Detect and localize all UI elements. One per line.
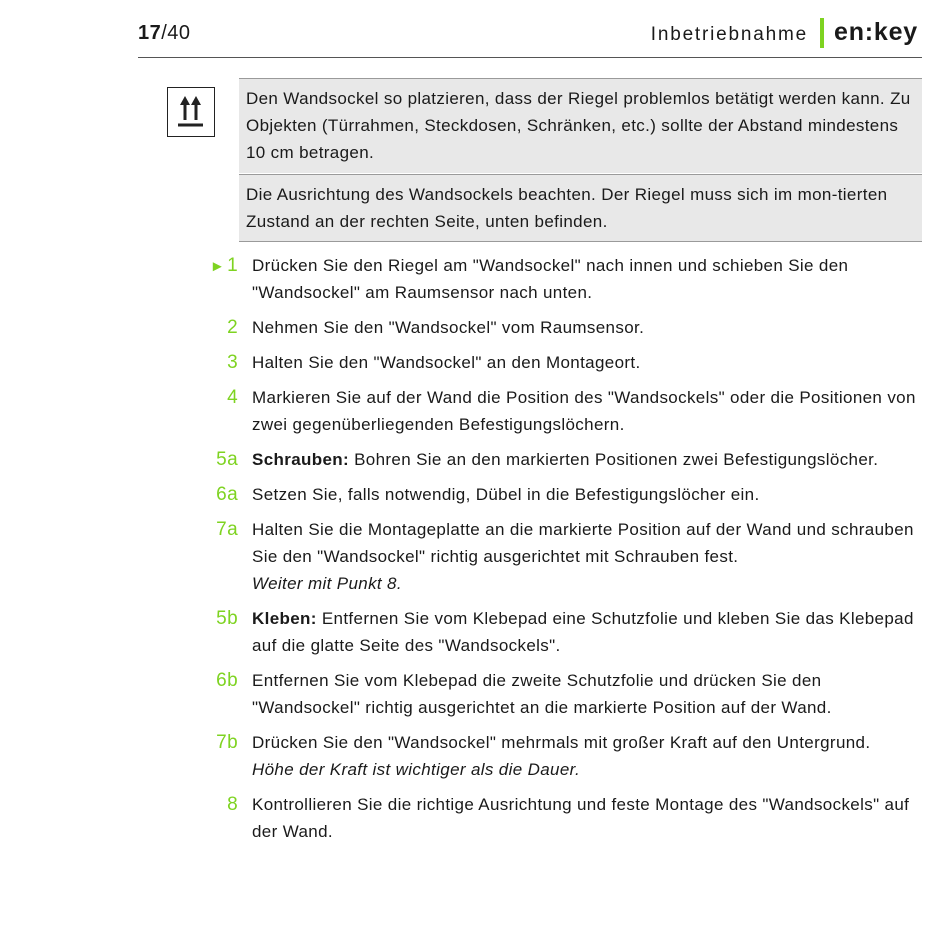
- step-hint: Weiter mit Punkt 8.: [252, 574, 402, 593]
- step-hint: Höhe der Kraft ist wichtiger als die Dauer.: [252, 760, 581, 779]
- step-item: [200, 314, 922, 341]
- step-list: [200, 252, 922, 853]
- accent-divider: [820, 18, 824, 48]
- step-item: [200, 252, 922, 306]
- note-orientation: Die Ausrichtung des Wandsockels beachten. Der Riegel muss sich im mon-tierten Zustand an der rechten Seite, unten befinden.: [239, 174, 922, 242]
- step-text: Entfernen Sie vom Klebepad die zweite Schutzfolie und drücken Sie den "Wandsockel" richtig ausgerichtet an die markierte Position auf der Wand.: [252, 671, 832, 717]
- step-number: 6a: [216, 484, 238, 505]
- step-text: Drücken Sie den Riegel am "Wandsockel" nach innen und schieben Sie den "Wandsockel" am Raumsensor nach unten.: [252, 256, 849, 302]
- step-text: Nehmen Sie den "Wandsockel" vom Raumsensor.: [252, 318, 645, 337]
- page-number: [138, 22, 191, 45]
- step-item: [200, 791, 922, 845]
- note-placement: Den Wandsockel so platzieren, dass der Riegel problemlos betätigt werden kann. Zu Objekten (Türrahmen, Steckdosen, Schränken, etc.) sollte der Abstand mindestens 10 cm betragen.: [239, 78, 922, 173]
- step-text: Kontrollieren Sie die richtige Ausrichtung und feste Montage des "Wandsockels" auf der Wand.: [252, 795, 910, 841]
- step-number: 6b: [216, 670, 238, 691]
- step-number: 8: [227, 794, 238, 815]
- step-text: Bohren Sie an den markierten Positionen zwei Befestigungslöcher.: [349, 450, 879, 469]
- step-item: [200, 667, 922, 721]
- step-item: [200, 729, 922, 783]
- step-number: 7a: [216, 519, 238, 540]
- page-current: 17: [138, 22, 162, 44]
- brand-logo: en:key: [833, 18, 918, 46]
- step-item: [200, 349, 922, 376]
- page-total: /40: [161, 22, 191, 44]
- step-text: Drücken Sie den "Wandsockel" mehrmals mit großer Kraft auf den Untergrund.: [252, 733, 871, 752]
- step-item: [200, 605, 922, 659]
- play-arrow-icon: ►: [209, 258, 226, 275]
- step-item: [200, 446, 922, 473]
- step-item: [200, 481, 922, 508]
- section-title: Inbetriebnahme: [650, 24, 808, 45]
- step-text: Entfernen Sie vom Klebepad eine Schutzfolie und kleben Sie das Klebepad auf die glatte Seite des "Wandsockels".: [252, 609, 914, 655]
- header-rule: [138, 57, 922, 58]
- page-header: [138, 18, 918, 58]
- step-number: 4: [227, 387, 238, 408]
- step-text: Halten Sie den "Wandsockel" an den Montageort.: [252, 353, 641, 372]
- step-text: Setzen Sie, falls notwendig, Dübel in die Befestigungslöcher ein.: [252, 485, 760, 504]
- this-way-up-arrows-icon: [167, 87, 215, 137]
- step-text: Markieren Sie auf der Wand die Position des "Wandsockels" oder die Positionen von zwei gegenüberliegenden Befestigungslöchern.: [252, 388, 916, 434]
- step-text: Halten Sie die Montageplatte an die markierte Position auf der Wand und schrauben Sie den "Wandsockel" richtig ausgerichtet mit Schrauben fest.: [252, 520, 914, 566]
- step-number: ► 1: [209, 255, 238, 276]
- step-item: [200, 516, 922, 597]
- step-method-label: Schrauben:: [252, 450, 350, 469]
- step-number: 7b: [216, 732, 238, 753]
- step-number: 3: [227, 352, 238, 373]
- step-number: 5a: [216, 449, 238, 470]
- step-number: 5b: [216, 608, 238, 629]
- step-number: 2: [227, 317, 238, 338]
- step-method-label: Kleben:: [252, 609, 317, 628]
- step-item: [200, 384, 922, 438]
